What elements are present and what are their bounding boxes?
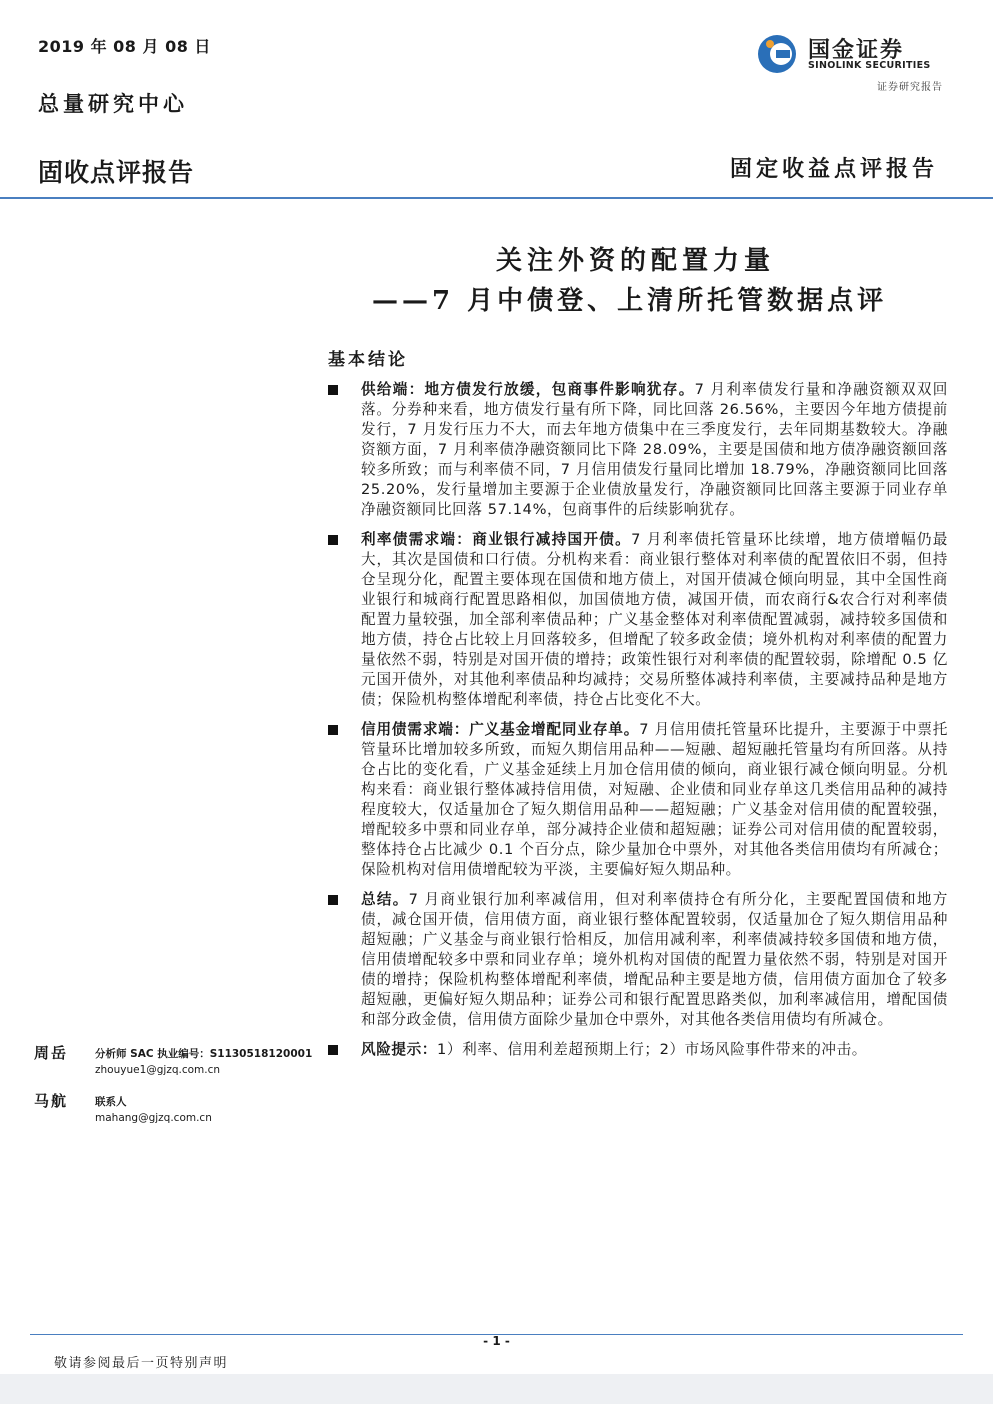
logo-english-name: SINOLINK SECURITIES xyxy=(808,60,931,71)
report-category: 固定收益点评报告 xyxy=(729,156,938,182)
page-number: - 1 - xyxy=(483,1334,510,1348)
list-item xyxy=(328,720,948,880)
analyst-info xyxy=(95,1046,312,1078)
header-divider xyxy=(0,197,993,199)
list-item xyxy=(328,890,948,1030)
square-bullet-icon xyxy=(328,385,338,395)
analyst-name: 周岳 xyxy=(34,1044,69,1062)
contact-email[interactable]: mahang@gjzq.com.cn xyxy=(95,1112,212,1124)
item-text: 7 月利率债发行量和净融资额双双回落。分券种来看，地方债发行量有所下降，同比回落 26.56%，主要因今年地方债提前发行，7 月发行压力不大，而去年地方债集中在三季度发行，去年同期基数较大。净融资额方面，7 月利率债净融资额同比下降 28.09%，主要是国债和地方债净融资额回落较多所致；而与利率债不同，7 月信用债发行量同比增加 18.79%，净融资额同比回落 25.20%，发行量增加主要源于企业债放量发行，净融资额同比回落主要源于同业存单净融资额同比回落 57.14%，包商事件的后续影响犹存。 xyxy=(361,381,948,518)
item-lead: 利率债需求端：商业银行减持国开债。 xyxy=(361,531,632,548)
item-lead: 信用债需求端：广义基金增配同业存单。 xyxy=(361,721,640,738)
contact-name: 马航 xyxy=(34,1092,69,1110)
contact-info xyxy=(95,1094,212,1126)
list-item xyxy=(328,530,948,710)
item-text: 1）利率、信用利差超预期上行；2）市场风险事件带来的冲击。 xyxy=(436,1041,867,1058)
summary-list xyxy=(328,380,948,1070)
item-text: 7 月信用债托管量环比提升，主要源于中票托管量环比增加较多所致，而短久期信用品种——短融、超短融托管量均有所回落。从持仓占比的变化看，广义基金延续上月加仓信用债的倾向，商业银行减仓倾向明显。分机构来看：商业银行整体减持信用债，对短融、企业债和同业存单这几类信用品种的减持程度较大，仅适量加仓了短久期信用品种——超短融；广义基金对信用债的配置较强，增配较多中票和同业存单，部分减持企业债和超短融；证券公司对信用债的配置较弱，整体持仓占比减少 0.1 个百分点，除少量加仓中票外，对其他各类信用债均有所减仓；保险机构对信用债增配较为平淡，主要偏好短久期品种。 xyxy=(361,721,948,878)
report-subtitle: ——7 月中债登、上清所托管数据点评 xyxy=(372,286,888,316)
item-lead: 供给端：地方债发行放缓，包商事件影响犹存。 xyxy=(361,381,695,398)
square-bullet-icon xyxy=(328,535,338,545)
report-date: 2019 年 08 月 08 日 xyxy=(38,37,211,56)
disclaimer-note: 敬请参阅最后一页特别声明 xyxy=(54,1356,229,1371)
sinolink-logo-icon xyxy=(756,33,800,75)
company-logo xyxy=(756,33,946,75)
logo-subtitle: 证券研究报告 xyxy=(877,82,943,93)
item-lead: 总结。 xyxy=(361,891,409,908)
analyst-credential: 分析师 SAC 执业编号：S1130518120001 xyxy=(95,1048,313,1060)
research-center-name: 总量研究中心 xyxy=(38,91,188,116)
bottom-band xyxy=(0,1374,993,1404)
square-bullet-icon xyxy=(328,1045,338,1055)
list-item xyxy=(328,1040,948,1060)
square-bullet-icon xyxy=(328,895,338,905)
item-text: 7 月商业银行加利率减信用，但对利率债持仓有所分化，主要配置国债和地方债，减仓国开债，信用债方面，商业银行整体配置较弱，仅适量加仓了短久期信用品种超短融；广义基金与商业银行恰相反，加信用减利率，利率债减持较多国债和地方债，信用债增配较多中票和同业存单；境外机构对国债的配置力量依然不弱，特别是对国开债的增持；保险机构整体增配利率债，增配品种主要是地方债，信用债方面加仓了较多超短融，更偏好短久期品种；证券公司和银行配置思路类似，加利率减信用，增配国债和部分政金债，信用债方面除少量加仓中票外，对其他各类信用债均有所减仓。 xyxy=(361,891,948,1028)
report-title: 关注外资的配置力量 xyxy=(496,246,776,276)
item-text: 7 月利率债托管量环比续增，地方债增幅仍最大，其次是国债和口行债。分机构来看：商业银行整体对利率债的配置依旧不弱，但持仓呈现分化，配置主要体现在国债和地方债上，对国开债减仓倾向明显，其中全国性商业银行和城商行配置思路相似，加国债地方债，减国开债，而农商行&农合行对利率债配置力量较强，加全部利率债品种；广义基金整体对利率债配置减弱，减持较多国债和地方债，持仓占比较上月回落较多，但增配了较多政金债；境外机构对利率债的配置力量依然不弱，特别是对国开债的增持；政策性银行对利率债的配置较弱，除增配 0.5 亿元国开债外，对其他利率债品种均减持；交易所整体减持利率债，主要减持品种是地方债；保险机构整体增配利率债，持仓占比变化不大。 xyxy=(361,531,949,708)
logo-chinese-name: 国金证券 xyxy=(808,38,905,63)
report-type: 固收点评报告 xyxy=(38,158,195,187)
analyst-email[interactable]: zhouyue1@gjzq.com.cn xyxy=(95,1064,221,1076)
square-bullet-icon xyxy=(328,725,338,735)
section-heading: 基本结论 xyxy=(328,350,408,370)
list-item xyxy=(328,380,948,520)
item-lead: 风险提示： xyxy=(361,1041,437,1058)
contact-label: 联系人 xyxy=(95,1096,127,1108)
